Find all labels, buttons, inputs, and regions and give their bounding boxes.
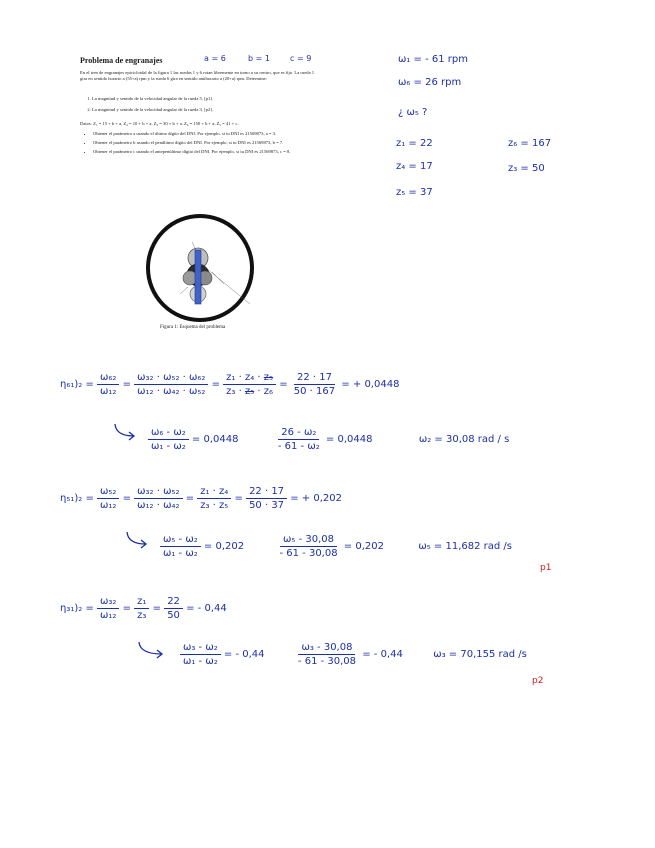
p1-tag: p1: [540, 563, 552, 573]
eq3b-frac2: $\frac{\text{ω₃ - 30,08}}{- 61 - 30,08}$: [297, 642, 357, 667]
question-item: 2. La magnitud y sentido de la velocidad angular de la rueda 3, [p2].: [92, 107, 322, 113]
arrow-icon: [124, 530, 150, 552]
eq1-result: = + 0,0448: [341, 379, 400, 390]
eq2b-frac1: $\frac{\text{ω₅ - ω₂}}{\text{ω₁ - ω₂}}$: [160, 534, 201, 559]
p2-tag: p2: [532, 676, 544, 686]
eq2-lhs: η₅₁)₂ =: [60, 493, 94, 504]
eq2-frac4: $\frac{22 \cdot 17}{50 \cdot 37}$: [246, 486, 287, 511]
eq1-lhs: η₆₁)₂ =: [60, 379, 94, 390]
figure-caption: Figura 1: Esquema del problema: [160, 325, 226, 330]
eq3b-answer: ω₃ = 70,155 rad /s: [433, 649, 527, 660]
eq1-frac4: $\frac{22 \cdot 17}{50 \cdot 167}$: [293, 372, 336, 397]
data-line: Datos: Z₁ = 15 + b + a, Z₄ = 10 + b + a, Z₃ = 30 + b + a, Z₆ = 150 + b + a, Z₅ = 41 + c.: [80, 121, 239, 126]
question-item: 1. La magnitud y sentido de la velocidad angular de la rueda 5, [p1].: [92, 96, 322, 102]
eq1b-frac1: $\frac{\text{ω₆ - ω₂}}{\text{ω₁ - ω₂}}$: [148, 427, 189, 452]
eq3-frac1: $\frac{\text{ω₃₂}}{\text{ω₁₂}}$: [97, 596, 119, 621]
eq3b-row: $\frac{\text{ω₃ - ω₂}}{\text{ω₁ - ω₂}}$ = - 0,44 $\frac{\text{ω₃ - 30,08}}{- 61 - 30,08}$ = - 0,44 ω₃ = 70,155 rad /s: [180, 642, 527, 667]
eq3b-frac1: $\frac{\text{ω₃ - ω₂}}{\text{ω₁ - ω₂}}$: [180, 642, 221, 667]
given-w1: ω₁ = - 61 rpm: [398, 54, 469, 65]
eq2-frac2: $\frac{\text{ω₃₂ · ω₅₂}}{\text{ω₁₂ · ω₄₂}}$: [134, 486, 182, 511]
eq1-frac1: $\frac{\text{ω₆₂}}{\text{ω₁₂}}$: [97, 372, 119, 397]
eq2-row: η₅₁)₂ = $\frac{\text{ω₅₂}}{\text{ω₁₂}}$ = $\frac{\text{ω₃₂ · ω₅₂}}{\text{ω₁₂ · ω₄₂}}$ = $\frac{\text{z₁ · z₄}}{\text{z₃ · z₅}}$ = $\frac{22 \cdot 17}{50 \cdot 37}$ = + 0,202: [60, 486, 342, 511]
problem-intro: En el tren de engranajes epicicloidal de la figura 1 las ruedas 1 y 6 rotan libremente en torno a su centro, que es fijo. La rueda 1 gira en sentido horario a (55+a) rpm y la rueda 6 gira en sentido antihorario a (20+a) rpm. Determine:: [80, 70, 315, 81]
bullet-item: • Obtener el parámetro b usando el penúltimo dígito del DNI. Por ejemplo, si tu DNI es 21569873, b = 7.: [93, 140, 322, 146]
eq3-frac3: $\frac{22}{50}$: [164, 596, 183, 621]
eq2-frac3: $\frac{\text{z₁ · z₄}}{\text{z₃ · z₅}}$: [197, 486, 231, 511]
eq1b-frac2: $\frac{\text{26 - ω₂}}{\text{- 61 - ω₂}}$: [277, 427, 320, 452]
arm: [195, 250, 201, 304]
param-c: c = 9: [290, 54, 312, 63]
eq1-row: η₆₁)₂ = $\frac{\text{ω₆₂}}{\text{ω₁₂}}$ = $\frac{\text{ω₃₂ · ω₅₂ · ω₆₂}}{\text{ω₁₂ · ω₄₂ · ω₅₂}}$ = $\frac{\text{z₁ · z₄ · z₅}}{\text{z₃ · z₅ · z₆}}$ = $\frac{22 \cdot 17}{50 \cdot 167}$ = + 0,0448: [60, 372, 400, 397]
eq1-frac3: $\frac{\text{z₁ · z₄ · z₅}}{\text{z₃ · z₅ · z₆}}$: [223, 372, 276, 397]
eq3-result: = - 0,44: [186, 603, 227, 614]
problem-title: Problema de engranajes: [80, 56, 163, 65]
eq2b-row: $\frac{\text{ω₅ - ω₂}}{\text{ω₁ - ω₂}}$ = 0,202 $\frac{\text{ω₅ - 30,08}}{- 61 - 30,08}$ = 0,202 ω₅ = 11,682 rad /s: [160, 534, 512, 559]
given-z3: z₃ = 50: [508, 163, 545, 174]
eq2-result: = + 0,202: [290, 493, 342, 504]
given-w6: ω₆ = 26 rpm: [398, 77, 462, 88]
eq1b-row: $\frac{\text{ω₆ - ω₂}}{\text{ω₁ - ω₂}}$ = 0,0448 $\frac{\text{26 - ω₂}}{\text{- 61 - ω₂}}$ = 0,0448 ω₂ = 30,08 rad / s: [148, 427, 509, 452]
questions-list: [80, 96, 322, 113]
gear-figure: [140, 212, 270, 324]
given-z6: z₆ = 167: [508, 138, 552, 149]
bullet-item: • Obtener el parámetro c usando el antepenúltimo dígito del DNI. Por ejemplo, si tu DNI es 21569873, c = 8.: [93, 149, 322, 155]
given-z4: z₄ = 17: [396, 161, 433, 172]
eq1b-answer: ω₂ = 30,08 rad / s: [418, 434, 510, 445]
param-a: a = 6: [204, 54, 226, 63]
eq2b-frac2: $\frac{\text{ω₅ - 30,08}}{- 61 - 30,08}$: [279, 534, 338, 559]
eq3-row: η₃₁)₂ = $\frac{\text{ω₃₂}}{\text{ω₁₂}}$ = $\frac{\text{z₁}}{\text{z₃}}$ = $\frac{22}{50}$ = - 0,44: [60, 596, 227, 621]
bullet-item: • Obtener el parámetro a usando el último dígito del DNI. Por ejemplo, si tu DNI es 21569873, a = 3.: [93, 131, 322, 137]
eq2b-answer: ω₅ = 11,682 rad /s: [418, 541, 512, 552]
given-z5: z₅ = 37: [396, 187, 433, 198]
given-z1: z₁ = 22: [396, 138, 433, 149]
question-w5: ¿ ω₅ ?: [398, 107, 428, 118]
param-b: b = 1: [248, 54, 270, 63]
arrow-icon: [112, 422, 138, 444]
eq3-lhs: η₃₁)₂ =: [60, 603, 94, 614]
eq3-frac2: $\frac{\text{z₁}}{\text{z₃}}$: [134, 596, 149, 621]
bullets-list: [84, 131, 322, 154]
eq1-frac2: $\frac{\text{ω₃₂ · ω₅₂ · ω₆₂}}{\text{ω₁₂ · ω₄₂ · ω₅₂}}$: [134, 372, 208, 397]
eq2-frac1: $\frac{\text{ω₅₂}}{\text{ω₁₂}}$: [97, 486, 119, 511]
arrow-icon: [136, 640, 166, 662]
